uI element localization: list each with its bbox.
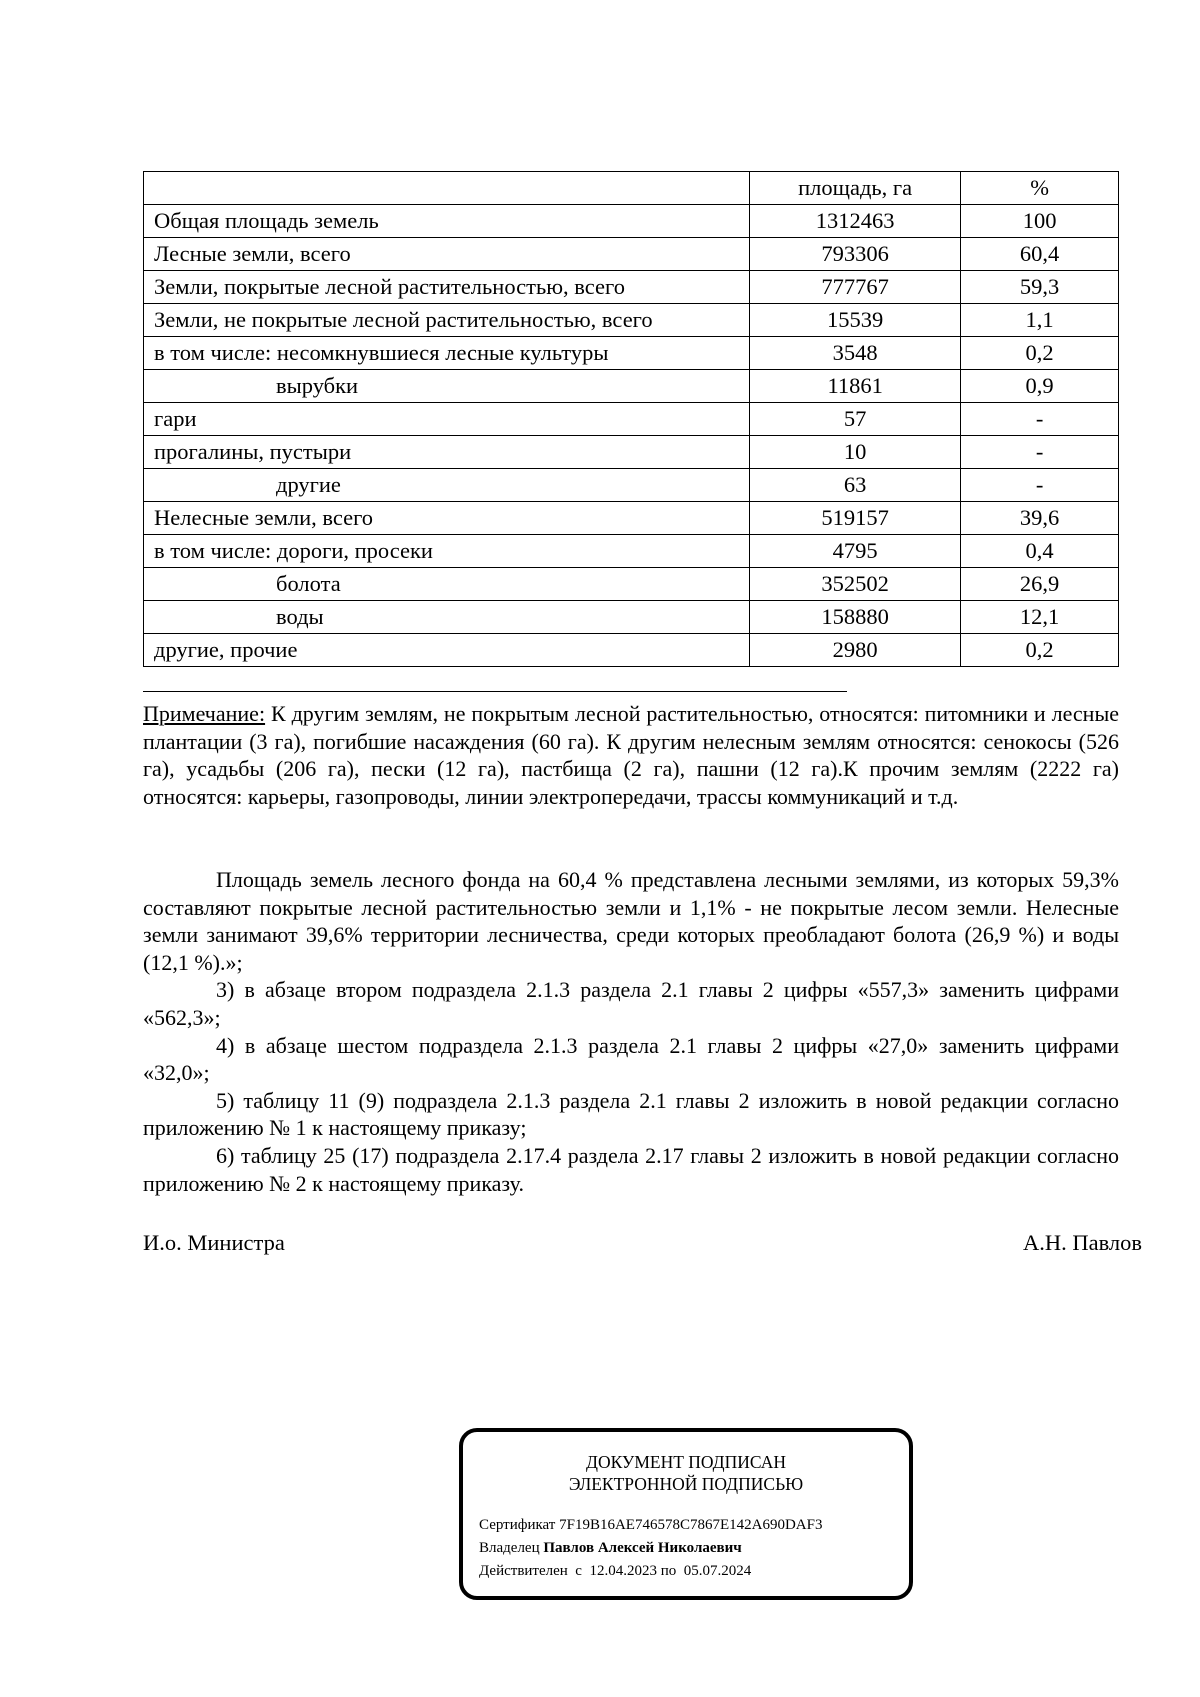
table-row [144,535,1119,568]
row-area: 11861 [750,370,961,403]
header-pct-cell: % [961,172,1119,205]
stamp-heading [463,1451,909,1495]
stamp-certificate [479,1514,822,1537]
row-pct: 0,2 [961,337,1119,370]
row-pct: 26,9 [961,568,1119,601]
valid-from: 12.04.2023 [589,1563,657,1579]
table-row [144,337,1119,370]
signer-name: А.Н. Павлов [1023,1230,1143,1255]
row-area: 4795 [750,535,961,568]
stamp-owner [479,1537,822,1560]
table-row [144,205,1119,238]
paragraph: 6) таблицу 25 (17) подраздела 2.17.4 раздела 2.17 главы 2 изложить в новой редакции согласно приложению № 2 к настоящему приказу. [143,1142,1119,1196]
table-row [144,601,1119,634]
row-area: 2980 [750,634,961,667]
certificate-value: 7F19B16AE746578C7867E142A690DAF3 [559,1517,823,1533]
electronic-signature-stamp [459,1428,913,1600]
table-row [144,634,1119,667]
table-header-row [144,172,1119,205]
table-row [144,370,1119,403]
valid-to: 05.07.2024 [683,1563,752,1579]
stamp-heading-line: ДОКУМЕНТ ПОДПИСАН [586,1452,786,1472]
table-row [144,271,1119,304]
owner-value: Павлов Алексей Николаевич [543,1540,742,1556]
body-text [143,866,1119,1197]
row-pct: - [961,436,1119,469]
row-name: другие, прочие [144,634,750,667]
valid-label: Действителен с [479,1563,590,1579]
paragraph: 5) таблицу 11 (9) подраздела 2.1.3 раздела 2.1 главы 2 изложить в новой редакции согласно приложению № 1 к настоящему приказу; [143,1087,1119,1141]
row-area: 1312463 [750,205,961,238]
table-row [144,238,1119,271]
signer-title: И.о. Министра [143,1230,285,1255]
table-row [144,403,1119,436]
row-pct: - [961,403,1119,436]
table-row [144,469,1119,502]
row-name: Земли, покрытые лесной растительностью, всего [144,271,750,304]
footnote-label: Примечание: [143,701,266,726]
row-name: Общая площадь земель [144,205,750,238]
table-row [144,502,1119,535]
row-area: 3548 [750,337,961,370]
row-name: другие [144,469,750,502]
table-row [144,568,1119,601]
stamp-validity [479,1560,822,1583]
row-name: болота [144,568,750,601]
row-name: гари [144,403,750,436]
row-pct: 60,4 [961,238,1119,271]
row-area: 352502 [750,568,961,601]
row-area: 63 [750,469,961,502]
row-area: 57 [750,403,961,436]
row-pct: 0,9 [961,370,1119,403]
paragraph: Площадь земель лесного фонда на 60,4 % представлена лесными землями, из которых 59,3% составляют покрытые лесной растительностью земли и 1,1% - не покрытые лесом земли. Нелесные земли занимают 39,6% территории лесничества, среди которых преобладают болота (26,9 %) и воды (12,1 %).»; [143,867,1119,975]
valid-mid: по [656,1563,684,1579]
land-area-table [143,171,1119,667]
row-pct: - [961,469,1119,502]
row-pct: 0,2 [961,634,1119,667]
row-name: Нелесные земли, всего [144,502,750,535]
row-name: воды [144,601,750,634]
header-area-cell: площадь, га [750,172,961,205]
row-name: Земли, не покрытые лесной растительностью, всего [144,304,750,337]
stamp-heading-line: ЭЛЕКТРОННОЙ ПОДПИСЬЮ [568,1474,804,1494]
table-row [144,304,1119,337]
row-name: вырубки [144,370,750,403]
table-row [144,436,1119,469]
row-area: 793306 [750,238,961,271]
row-area: 10 [750,436,961,469]
row-pct: 100 [961,205,1119,238]
row-pct: 12,1 [961,601,1119,634]
header-name-cell [144,172,750,205]
row-area: 158880 [750,601,961,634]
owner-label: Владелец [479,1540,544,1556]
footnote-divider [143,691,847,692]
row-name: прогалины, пустыри [144,436,750,469]
row-name: Лесные земли, всего [144,238,750,271]
row-name: в том числе: дороги, просеки [144,535,750,568]
row-pct: 39,6 [961,502,1119,535]
row-name: в том числе: несомкнувшиеся лесные культуры [144,337,750,370]
row-area: 777767 [750,271,961,304]
row-pct: 0,4 [961,535,1119,568]
stamp-details [479,1514,822,1583]
certificate-label: Сертификат [479,1517,560,1533]
row-pct: 59,3 [961,271,1119,304]
row-area: 519157 [750,502,961,535]
paragraph: 3) в абзаце втором подраздела 2.1.3 раздела 2.1 главы 2 цифры «557,3» заменить цифрами «562,3»; [143,977,1119,1030]
paragraph: 4) в абзаце шестом подраздела 2.1.3 раздела 2.1 главы 2 цифры «27,0» заменить цифрами «32,0»; [143,1032,1119,1086]
row-area: 15539 [750,304,961,337]
footnote-text: К другим землям, не покрытым лесной растительностью, относятся: питомники и лесные плантации (3 га), погибшие насаждения (60 га). К другим нелесным землям относятся: сенокосы (526 га), усадьбы (206 га), пески (12 га), пастбища (2 га), пашни (12 га).К прочим землям (2222 га) относятся: карьеры, газопроводы, линии электропередачи, трассы коммуникаций и т.д. [143,701,1119,809]
row-pct: 1,1 [961,304,1119,337]
footnote [143,700,1119,810]
